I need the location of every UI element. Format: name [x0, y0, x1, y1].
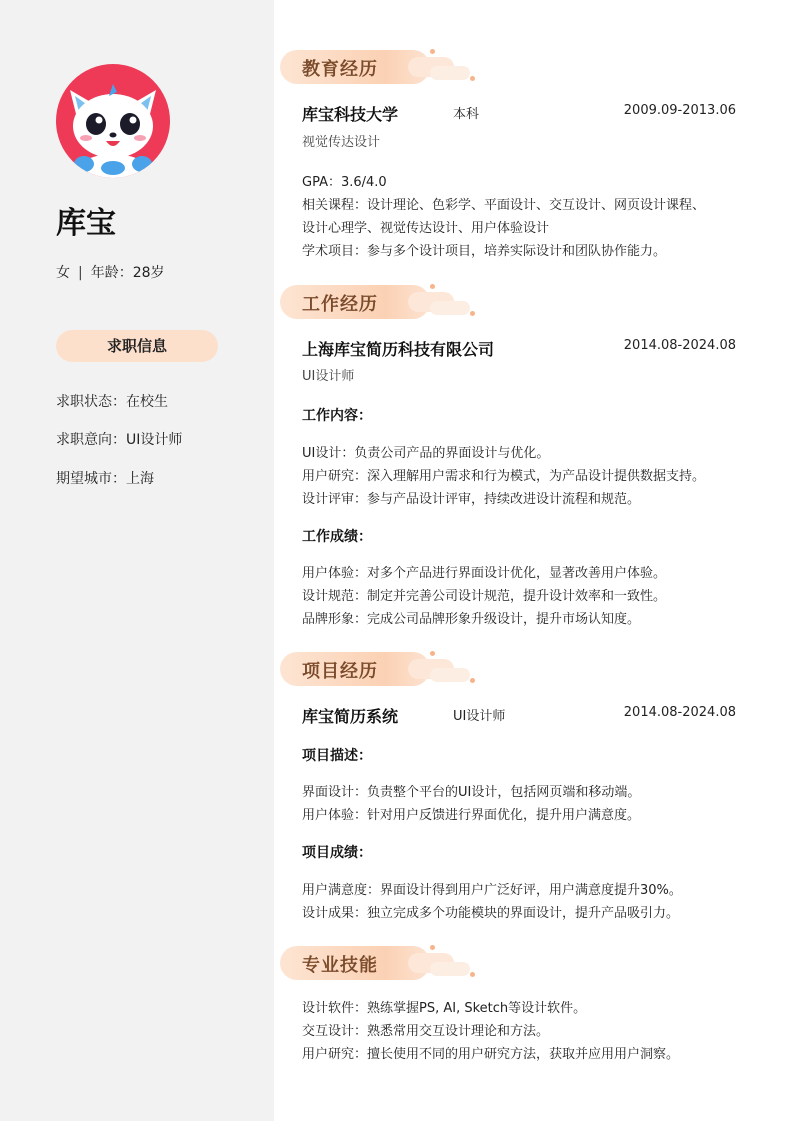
decoration-blob	[430, 668, 470, 682]
decoration-dot	[430, 49, 435, 54]
decoration-dot	[430, 651, 435, 656]
skill-item: 交互设计：熟悉常用交互设计理论和方法。	[302, 1024, 550, 1039]
courses-line-2: 设计心理学、视觉传达设计、用户体验设计	[302, 221, 550, 236]
work-result-item: 用户体验：对多个产品进行界面设计优化，显著改善用户体验。	[302, 566, 667, 581]
academic-projects: 学术项目：参与多个设计项目，培养实际设计和团队协作能力。	[302, 244, 667, 259]
gpa: GPA：3.6/4.0	[302, 175, 387, 190]
project-desc-heading: 项目描述：	[302, 748, 372, 764]
job-target: 求职意向：UI设计师	[56, 432, 183, 448]
candidate-name: 库宝	[56, 206, 116, 241]
work-content-heading: 工作内容：	[302, 408, 372, 424]
work-content-item: 用户研究：深入理解用户需求和行为模式，为产品设计提供数据支持。	[302, 469, 706, 484]
section-title: 专业技能	[302, 955, 378, 976]
education-period: 2009.09-2013.06	[623, 103, 736, 118]
section-title: 工作经历	[302, 294, 378, 315]
work-section-header	[280, 285, 490, 319]
company-name: 上海库宝简历科技有限公司	[302, 340, 495, 359]
skill-item: 设计软件：熟练掌握PS, AI, Sketch等设计软件。	[302, 1001, 587, 1016]
basic-info	[56, 262, 165, 282]
skill-item: 用户研究：擅长使用不同的用户研究方法，获取并应用用户洞察。	[302, 1047, 680, 1062]
project-name: 库宝简历系统	[302, 707, 399, 726]
project-section-header	[280, 652, 490, 686]
project-desc-item: 用户体验：针对用户反馈进行界面优化，提升用户满意度。	[302, 808, 641, 823]
skills-section-header	[280, 946, 490, 980]
decoration-dot	[470, 972, 475, 977]
degree: 本科	[453, 107, 480, 122]
project-role: UI设计师	[453, 709, 506, 724]
position: UI设计师	[302, 369, 355, 384]
job-intent-heading: 求职信息	[56, 330, 218, 362]
courses-line-1: 相关课程：设计理论、色彩学、平面设计、交互设计、网页设计课程、	[302, 198, 706, 213]
project-period: 2014.08-2024.08	[623, 705, 736, 720]
expected-city: 期望城市：上海	[56, 471, 154, 487]
school-name: 库宝科技大学	[302, 105, 399, 124]
major: 视觉传达设计	[302, 135, 381, 150]
decoration-dot	[430, 945, 435, 950]
work-content-item: UI设计：负责公司产品的界面设计与优化。	[302, 446, 550, 461]
project-results-heading: 项目成绩：	[302, 845, 372, 861]
project-result-item: 用户满意度：界面设计得到用户广泛好评，用户满意度提升30%。	[302, 883, 682, 898]
work-period: 2014.08-2024.08	[623, 338, 736, 353]
gender: 女	[56, 265, 70, 281]
decoration-blob	[430, 66, 470, 80]
project-desc-item: 界面设计：负责整个平台的UI设计，包括网页端和移动端。	[302, 785, 641, 800]
section-title: 项目经历	[302, 661, 378, 682]
work-results-heading: 工作成绩：	[302, 529, 372, 545]
age: 年龄：28岁	[90, 265, 165, 281]
work-result-item: 品牌形象：完成公司品牌形象升级设计，提升市场认知度。	[302, 612, 641, 627]
separator: |	[78, 265, 83, 281]
avatar-cat-illustration	[56, 64, 170, 178]
decoration-blob	[430, 962, 470, 976]
section-title: 教育经历	[302, 59, 378, 80]
decoration-dot	[470, 311, 475, 316]
decoration-dot	[430, 284, 435, 289]
education-section-header	[280, 50, 490, 84]
avatar	[56, 64, 170, 178]
project-result-item: 设计成果：独立完成多个功能模块的界面设计，提升产品吸引力。	[302, 906, 680, 921]
decoration-dot	[470, 678, 475, 683]
decoration-dot	[470, 76, 475, 81]
job-status: 求职状态：在校生	[56, 394, 168, 410]
decoration-blob	[430, 301, 470, 315]
work-content-item: 设计评审：参与产品设计评审，持续改进设计流程和规范。	[302, 492, 641, 507]
work-result-item: 设计规范：制定并完善公司设计规范，提升设计效率和一致性。	[302, 589, 667, 604]
